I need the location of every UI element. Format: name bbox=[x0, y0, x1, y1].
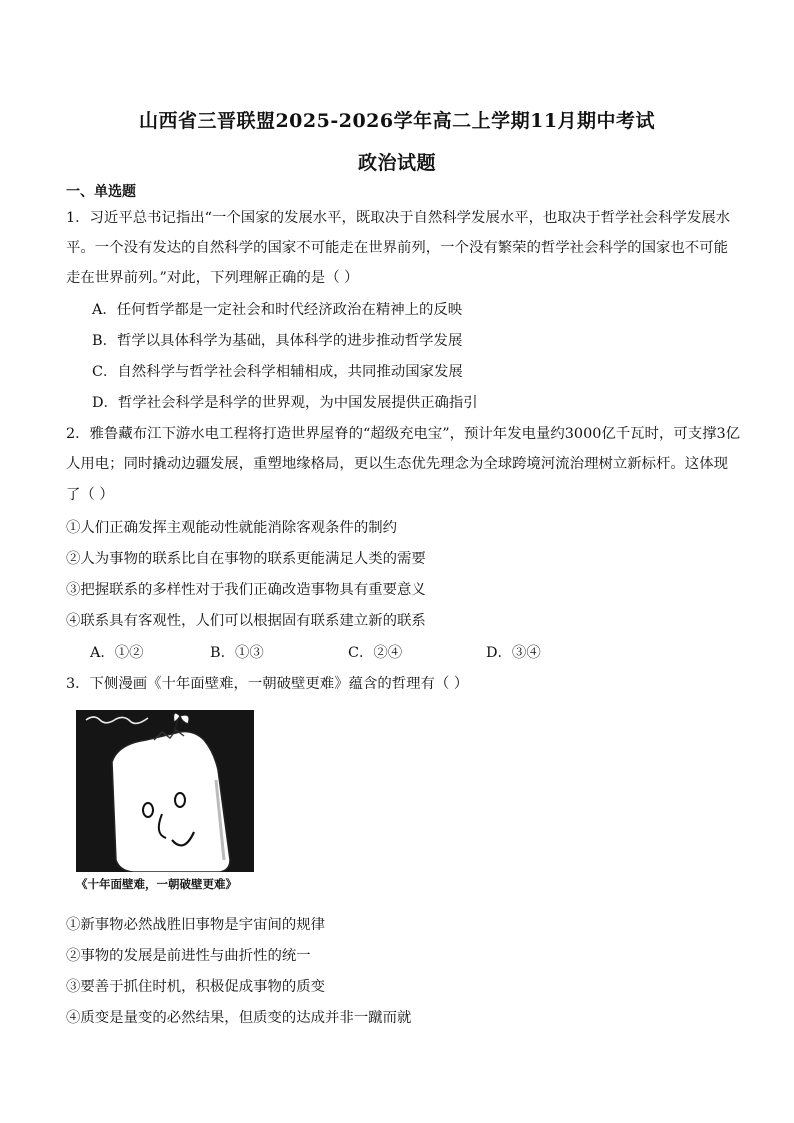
q2-stem-line-3: 了（ ） bbox=[66, 487, 114, 503]
q3-statement-1: ①新事物必然战胜旧事物是宇宙间的规律 bbox=[66, 917, 326, 933]
q3-statement-3: ③要善于抓住时机，积极促成事物的质变 bbox=[66, 979, 326, 995]
q1-option-d: D．哲学社会科学是科学的世界观，为中国发展提供正确指引 bbox=[92, 395, 478, 411]
cartoon-caption: 《十年面壁难，一朝破壁更难》 bbox=[76, 877, 237, 891]
q2-option-c: C．②④ bbox=[348, 645, 403, 661]
q2-option-d: D．③④ bbox=[486, 645, 541, 661]
cartoon-image bbox=[76, 710, 254, 872]
q2-statement-1: ①人们正确发挥主观能动性就能消除客观条件的制约 bbox=[66, 520, 397, 536]
q1-option-b: B．哲学以具体科学为基础，具体科学的进步推动哲学发展 bbox=[92, 333, 463, 349]
q3-statement-4: ④质变是量变的必然结果，但质变的达成并非一蹴而就 bbox=[66, 1010, 412, 1026]
q2-statement-4: ④联系具有客观性，人们可以根据固有联系建立新的联系 bbox=[66, 613, 426, 629]
q1-option-c: C．自然科学与哲学社会科学相辅相成，共同推动国家发展 bbox=[92, 364, 463, 380]
exam-title: 山西省三晋联盟2025-2026学年高二上学期11月期中考试 bbox=[138, 110, 656, 132]
q2-options bbox=[90, 641, 590, 663]
section-heading: 一、单选题 bbox=[66, 184, 136, 200]
q1-stem-line-3: 走在世界前列。”对此，下列理解正确的是（ ） bbox=[66, 270, 359, 286]
q2-statement-2: ②人为事物的联系比自在事物的联系更能满足人类的需要 bbox=[66, 551, 426, 567]
q2-stem-line-1: 2．雅鲁藏布江下游水电工程将打造世界屋脊的“超级充电宝”，预计年发电量约3000亿千瓦时，可支撑3亿 bbox=[66, 426, 741, 442]
q1-option-a: A．任何哲学都是一定社会和时代经济政治在精神上的反映 bbox=[92, 302, 463, 318]
q1-stem-line-1: 1．习近平总书记指出“一个国家的发展水平，既取决于自然科学发展水平，也取决于哲学社会科学发展水 bbox=[66, 210, 731, 226]
q3-statement-2: ②事物的发展是前进性与曲折性的统一 bbox=[66, 948, 311, 964]
q3-stem: 3．下侧漫画《十年面壁难，一朝破壁更难》蕴含的哲理有（ ） bbox=[66, 676, 469, 692]
q1-stem-line-2: 平。一个没有发达的自然科学的国家不可能走在世界前列，一个没有繁荣的哲学社会科学的国家也不可能 bbox=[66, 240, 728, 256]
q2-stem-line-2: 人用电；同时撬动边疆发展，重塑地缘格局，更以生态优先理念为全球跨境河流治理树立新标杆。这体现 bbox=[66, 456, 728, 472]
q2-option-a: A．①② bbox=[90, 645, 144, 661]
exam-subtitle: 政治试题 bbox=[357, 152, 436, 174]
q2-option-b: B．①③ bbox=[210, 645, 264, 661]
q2-statement-3: ③把握联系的多样性对于我们正确改造事物具有重要意义 bbox=[66, 582, 426, 598]
cartoon-drawing bbox=[76, 710, 254, 872]
